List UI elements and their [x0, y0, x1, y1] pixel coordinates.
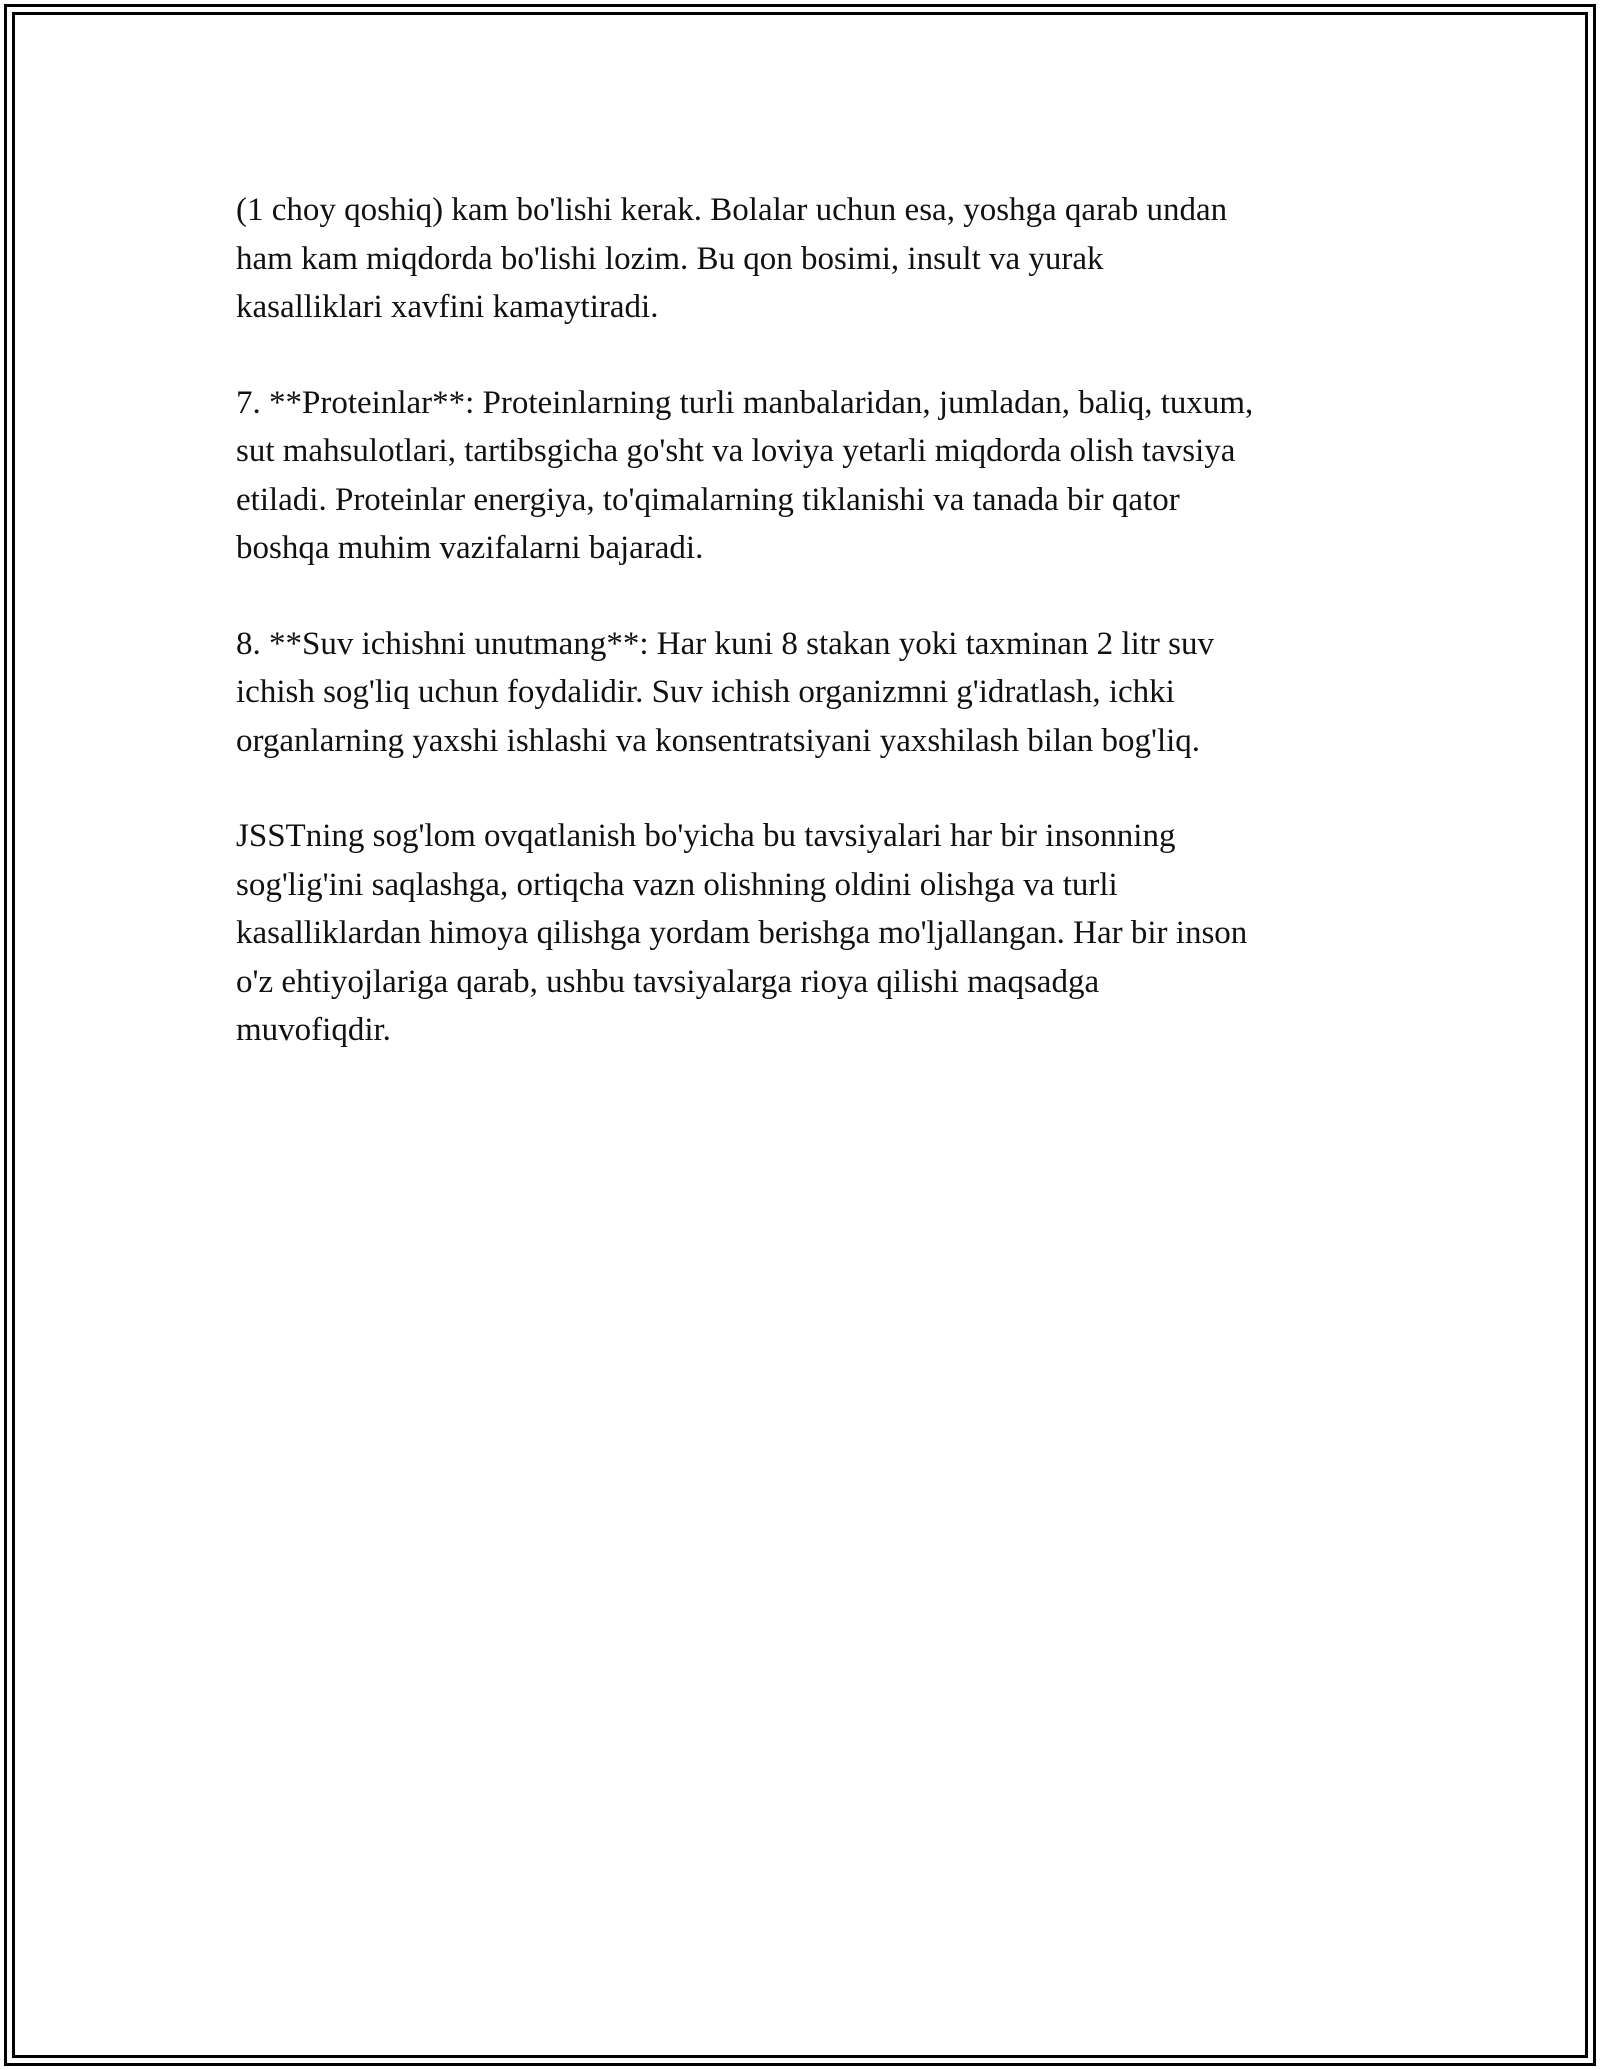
page-content [236, 186, 1386, 1102]
paragraph-conclusion: JSSTning sog'lom ovqatlanish bo'yicha bu tavsiyalari har bir insonning sog'lig'ini saqlashga, ortiqcha vazn olishning oldini olishga va turli kasalliklardan himoya qilishga yordam berishga mo'ljallangan. Har bir inson o'z ehtiyojlariga qarab, ushbu tavsiyalarga rioya qilishi maqsadga muvofiqdir. [236, 818, 1248, 1048]
paragraph-proteins: 7. **Proteinlar**: Proteinlarning turli manbalaridan, jumladan, baliq, tuxum, sut mahsulotlari, tartibsgicha go'sht va loviya yetarli miqdorda olish tavsiya etiladi. Proteinlar energiya, to'qimalarning tiklanishi va tanada bir qator boshqa muhim vazifalarni bajaradi. [236, 384, 1254, 566]
paragraph-salt-continuation: (1 choy qoshiq) kam bo'lishi kerak. Bolalar uchun esa, yoshga qarab undan ham kam miqdorda bo'lishi lozim. Bu qon bosimi, insult va yurak kasalliklari xavfini kamaytiradi. [236, 192, 1228, 325]
paragraph-water: 8. **Suv ichishni unutmang**: Har kuni 8 stakan yoki taxminan 2 litr suv ichish sog'liq uchun foydalidir. Suv ichish organizmni g'idratlash, ichki organlarning yaxshi ishlashi va konsentratsiyani yaxshilash bilan bog'liq. [236, 625, 1214, 759]
